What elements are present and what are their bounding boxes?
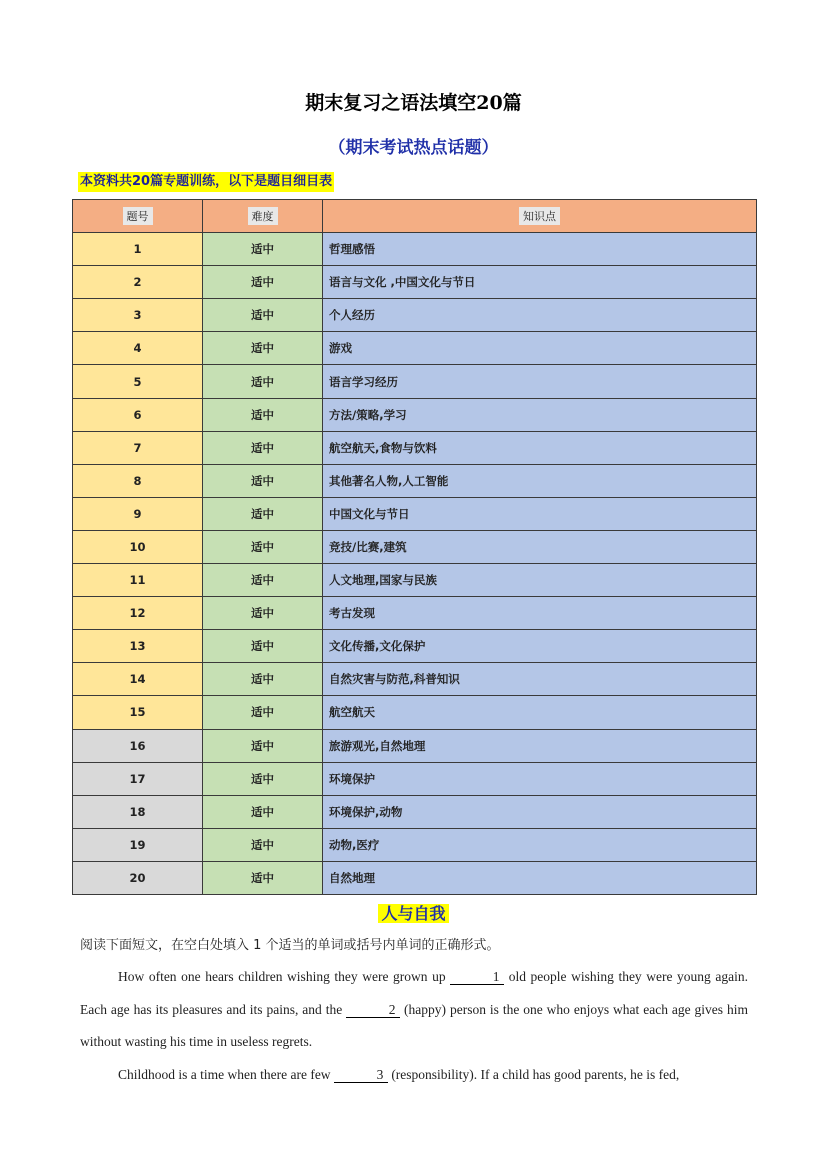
row-topic: 航空航天,食物与饮料 — [323, 431, 757, 464]
row-number: 18 — [73, 795, 203, 828]
row-difficulty: 适中 — [203, 630, 323, 663]
table-row — [73, 630, 757, 663]
row-number: 7 — [73, 431, 203, 464]
row-difficulty: 适中 — [203, 530, 323, 563]
row-topic: 航空航天 — [323, 696, 757, 729]
blank-2[interactable]: 2 — [346, 1003, 400, 1018]
row-number: 8 — [73, 464, 203, 497]
row-topic: 竞技/比赛,建筑 — [323, 530, 757, 563]
row-difficulty: 适中 — [203, 398, 323, 431]
row-number: 1 — [73, 233, 203, 266]
row-difficulty: 适中 — [203, 597, 323, 630]
row-difficulty: 适中 — [203, 266, 323, 299]
row-topic: 环境保护 — [323, 762, 757, 795]
table-row — [73, 828, 757, 861]
table-row — [73, 696, 757, 729]
table-row — [73, 795, 757, 828]
document-title: 期末复习之语法填空20篇 — [305, 92, 522, 114]
row-number: 19 — [73, 828, 203, 861]
row-topic: 考古发现 — [323, 597, 757, 630]
table-row — [73, 762, 757, 795]
table-row — [73, 564, 757, 597]
table-row — [73, 299, 757, 332]
row-number: 17 — [73, 762, 203, 795]
row-topic: 哲理感悟 — [323, 233, 757, 266]
topic-table — [72, 199, 757, 895]
table-row — [73, 530, 757, 563]
blank-3[interactable]: 3 — [334, 1068, 388, 1083]
row-topic: 游戏 — [323, 332, 757, 365]
row-difficulty: 适中 — [203, 696, 323, 729]
row-number: 15 — [73, 696, 203, 729]
instruction-text: 阅读下面短文，在空白处填入 1 个适当的单词或括号内单词的正确形式。 — [80, 938, 500, 953]
table-row — [73, 365, 757, 398]
row-difficulty: 适中 — [203, 431, 323, 464]
header-number: 题号 — [73, 200, 203, 233]
table-row — [73, 861, 757, 894]
row-topic: 自然灾害与防范,科普知识 — [323, 663, 757, 696]
row-difficulty: 适中 — [203, 365, 323, 398]
row-number: 10 — [73, 530, 203, 563]
row-number: 14 — [73, 663, 203, 696]
row-difficulty: 适中 — [203, 762, 323, 795]
row-topic: 动物,医疗 — [323, 828, 757, 861]
row-topic: 文化传播,文化保护 — [323, 630, 757, 663]
row-number: 4 — [73, 332, 203, 365]
intro-highlight: 本资料共20篇专题训练，以下是题目细目表 — [78, 172, 334, 192]
row-difficulty: 适中 — [203, 332, 323, 365]
row-topic: 环境保护,动物 — [323, 795, 757, 828]
table-row — [73, 663, 757, 696]
row-topic: 语言与文化 ,中国文化与节日 — [323, 266, 757, 299]
table-row — [73, 597, 757, 630]
row-number: 20 — [73, 861, 203, 894]
blank-1[interactable]: 1 — [450, 970, 504, 985]
header-difficulty: 难度 — [203, 200, 323, 233]
table-body — [73, 233, 757, 895]
row-topic: 自然地理 — [323, 861, 757, 894]
table-row — [73, 497, 757, 530]
row-number: 2 — [73, 266, 203, 299]
row-difficulty: 适中 — [203, 729, 323, 762]
row-difficulty: 适中 — [203, 233, 323, 266]
row-difficulty: 适中 — [203, 663, 323, 696]
row-number: 9 — [73, 497, 203, 530]
header-topic: 知识点 — [323, 200, 757, 233]
row-difficulty: 适中 — [203, 464, 323, 497]
row-topic: 方法/策略,学习 — [323, 398, 757, 431]
row-topic: 人文地理,国家与民族 — [323, 564, 757, 597]
table-row — [73, 431, 757, 464]
row-number: 16 — [73, 729, 203, 762]
row-topic: 个人经历 — [323, 299, 757, 332]
row-difficulty: 适中 — [203, 497, 323, 530]
row-topic: 旅游观光,自然地理 — [323, 729, 757, 762]
table-row — [73, 332, 757, 365]
row-number: 12 — [73, 597, 203, 630]
table-row — [73, 266, 757, 299]
table-row — [73, 398, 757, 431]
table-row — [73, 464, 757, 497]
passage-paragraph-1: How often one hears children wishing they were grown up 1 old people wishing they were young again. Each age has its pleasures and its pains, and the 2 (happy) person is the one who enjoys what each age gives him without wasting his time in useless regrets. — [80, 969, 748, 1049]
row-difficulty: 适中 — [203, 861, 323, 894]
row-number: 11 — [73, 564, 203, 597]
row-topic: 语言学习经历 — [323, 365, 757, 398]
section-title: 人与自我 — [0, 901, 827, 924]
row-difficulty: 适中 — [203, 795, 323, 828]
row-topic: 其他著名人物,人工智能 — [323, 464, 757, 497]
table-row — [73, 729, 757, 762]
row-number: 6 — [73, 398, 203, 431]
table-header-row — [73, 200, 757, 233]
row-number: 5 — [73, 365, 203, 398]
row-topic: 中国文化与节日 — [323, 497, 757, 530]
row-number: 3 — [73, 299, 203, 332]
row-difficulty: 适中 — [203, 564, 323, 597]
table-row — [73, 233, 757, 266]
document-subtitle: （期末考试热点话题） — [328, 138, 499, 158]
row-difficulty: 适中 — [203, 828, 323, 861]
passage-paragraph-2: Childhood is a time when there are few 3 (responsibility). If a child has good parents, he is fed, — [118, 1067, 680, 1082]
row-difficulty: 适中 — [203, 299, 323, 332]
row-number: 13 — [73, 630, 203, 663]
